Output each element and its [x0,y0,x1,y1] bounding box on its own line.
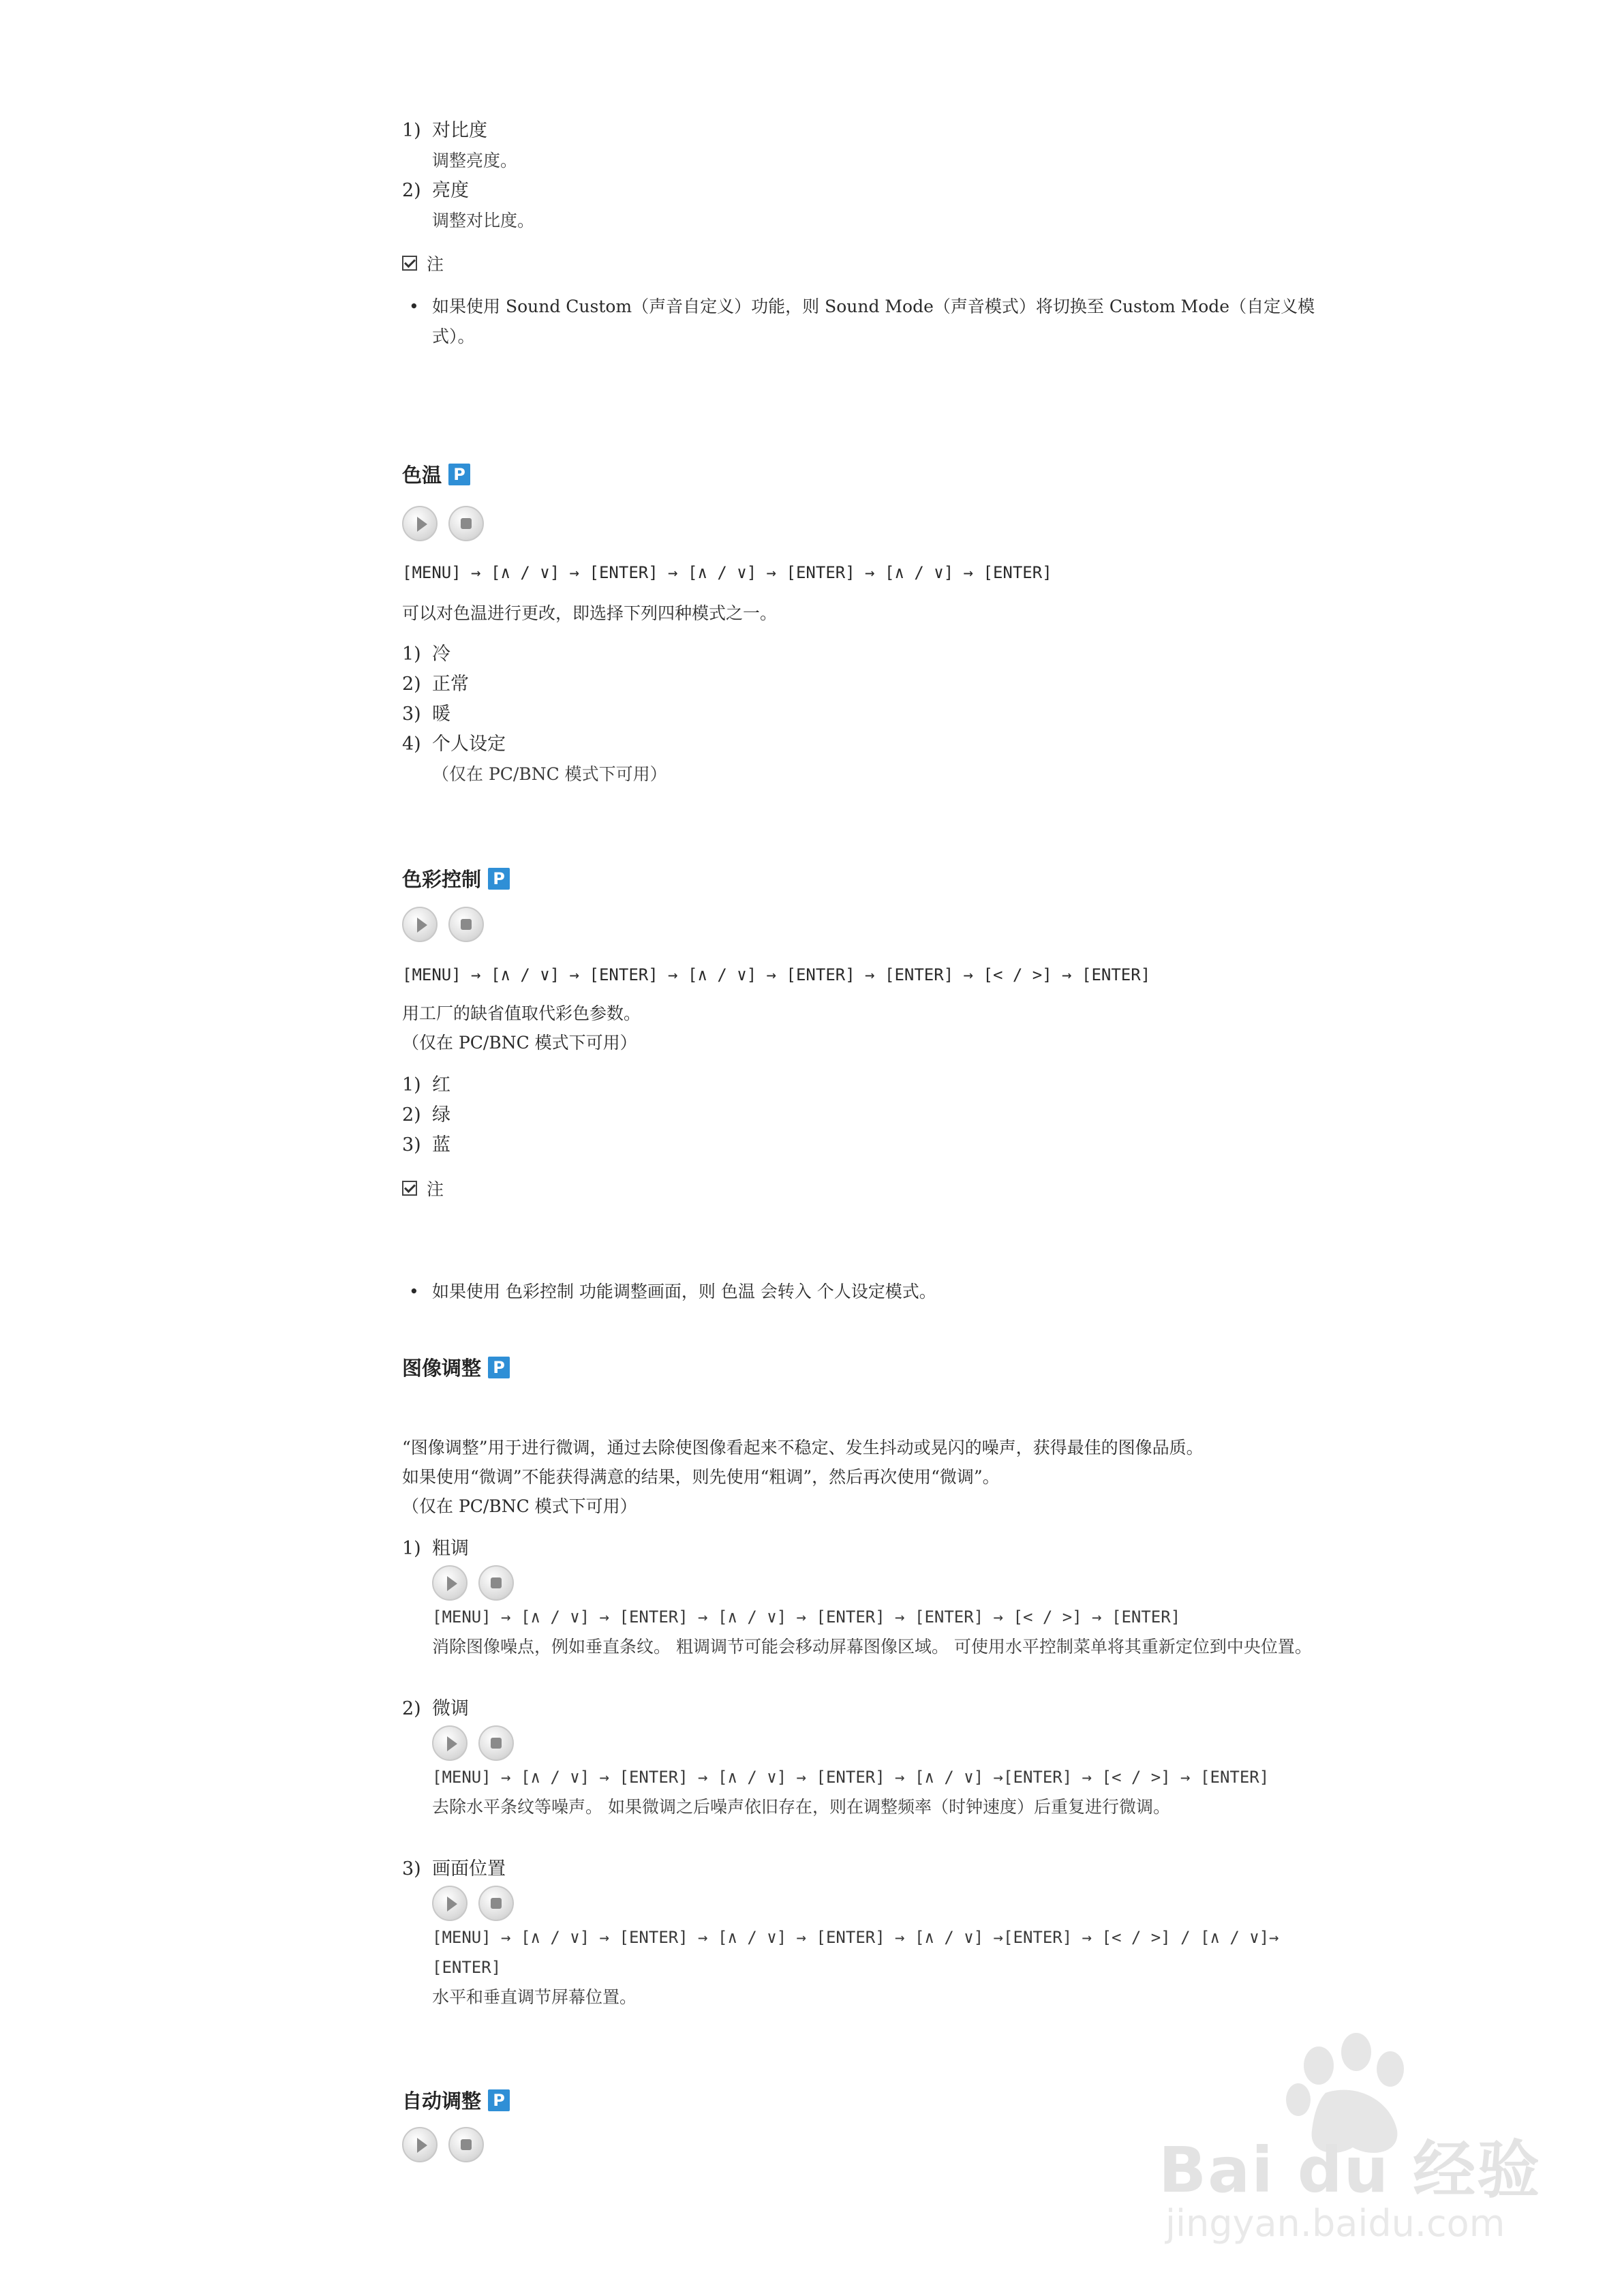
note-bullet: • 如果使用 Sound Custom（声音自定义）功能，则 Sound Mode（声音模式）将切换至 Custom Mode（自定义模式）。 [402,292,1345,352]
item-description: 去除水平条纹等噪声。 如果微调之后噪声依旧存在，则在调整频率（时钟速度）后重复进行微调。 [432,1797,1170,1817]
stop-icon [461,518,472,529]
checkbox-icon [402,1181,417,1196]
section-title: 色温 P [402,460,470,488]
p-mode-icon: P [488,1357,510,1378]
stop-button[interactable] [448,2127,484,2162]
checkbox-icon [402,256,417,271]
play-icon [447,1736,457,1751]
list-item: 1) 冷 [402,644,450,665]
watermark-brand: Bai du 经验 [1159,2134,1542,2207]
play-icon [417,918,427,933]
adjust-item-position [402,1854,1329,2012]
note-header: 注 [402,251,1329,275]
watermark-url: jingyan.baidu.com [1165,2202,1505,2245]
baidu-jingyan-watermark [1152,2018,1542,2250]
list-item: 2) 正常 [402,674,469,695]
note-bullet: • 如果使用 色彩控制 功能调整画面，则 色温 会转入 个人设定模式。 [402,1277,1359,1307]
item-label: 对比度 [432,120,487,141]
stop-button[interactable] [448,907,484,942]
play-button[interactable] [402,2127,438,2162]
media-controls [402,504,1329,543]
menu-path: [MENU] → [∧ / ∨] → [ENTER] → [∧ / ∨] → [ENTER] → [ENTER] → [< / >] → [ENTER] [432,1607,1181,1627]
picture-settings-list [402,116,1329,236]
section-title: 自动调整 P [402,2086,510,2114]
list-item: 2) 微调 [402,1698,469,1719]
media-controls [402,905,1329,943]
p-mode-icon: P [488,2089,510,2111]
stop-icon [491,1738,502,1749]
play-button[interactable] [402,907,438,942]
play-button[interactable] [432,1886,468,1921]
play-icon [447,1897,457,1912]
list-item: 1) 红 [402,1074,450,1096]
menu-path: [MENU] → [∧ / ∨] → [ENTER] → [∧ / ∨] → [ENTER] → [ENTER] → [< / >] → [ENTER] [402,965,1151,984]
mode-note: （仅在 PC/BNC 模式下可用） [432,764,667,784]
section-color-control [402,864,1329,892]
stop-icon [491,1898,502,1909]
option-list [402,639,1329,789]
p-mode-icon: P [448,464,470,485]
list-item: 2) 亮度 [402,180,469,201]
media-controls [432,1724,1329,1762]
section-title: 色彩控制 P [402,864,510,892]
section-description: “图像调整”用于进行微调，通过去除使图像看起来不稳定、发生抖动或晃闪的噪声，获得最佳的图像品质。 [402,1438,1204,1457]
p-mode-icon: P [488,868,510,890]
adjust-item-fine [402,1694,1329,1822]
list-item: 2) 绿 [402,1104,450,1126]
stop-button[interactable] [478,1565,514,1601]
play-button[interactable] [432,1725,468,1761]
menu-path: [MENU] → [∧ / ∨] → [ENTER] → [∧ / ∨] → [ENTER] → [∧ / ∨] →[ENTER] → [< / >] / [∧ / ∨]→ [ENTER] [432,1928,1279,1977]
item-description: 消除图像噪点，例如垂直条纹。 粗调调节可能会移动屏幕图像区域。 可使用水平控制菜单将其重新定位到中央位置。 [432,1637,1312,1657]
menu-path: [MENU] → [∧ / ∨] → [ENTER] → [∧ / ∨] → [ENTER] → [∧ / ∨] → [ENTER] [402,563,1052,582]
list-item: 3) 暖 [402,704,450,725]
stop-button[interactable] [448,506,484,541]
section-image-adjust [402,1353,1329,1381]
play-icon [447,1576,457,1591]
media-controls [432,1564,1329,1602]
note-header: 注 [402,1176,1329,1200]
play-button[interactable] [432,1565,468,1601]
item-description: 水平和垂直调节屏幕位置。 [432,1987,637,2007]
section-description: 可以对色温进行更改，即选择下列四种模式之一。 [402,603,778,623]
stop-icon [461,919,472,930]
play-icon [417,2138,427,2153]
menu-path: [MENU] → [∧ / ∨] → [ENTER] → [∧ / ∨] → [ENTER] → [∧ / ∨] →[ENTER] → [< / >] → [ENTER] [432,1768,1270,1787]
stop-icon [491,1577,502,1588]
section-color-temp [402,460,1329,488]
item-description: 调整对比度。 [432,211,535,230]
play-icon [417,517,427,532]
mode-note: （仅在 PC/BNC 模式下可用） [402,1033,637,1053]
stop-button[interactable] [478,1725,514,1761]
section-description: 用工厂的缺省值取代彩色参数。 [402,1003,641,1023]
list-item: 1) 对比度 [402,120,487,141]
adjust-item-coarse [402,1534,1329,1662]
list-item: 3) 蓝 [402,1134,450,1155]
list-item: 4) 个人设定 [402,734,506,755]
section-description: 如果使用“微调”不能获得满意的结果，则先使用“粗调”，然后再次使用“微调”。 [402,1467,1000,1487]
item-description: 调整亮度。 [432,151,518,170]
section-title: 图像调整 P [402,1353,510,1381]
stop-icon [461,2139,472,2150]
media-controls [432,1884,1329,1922]
play-button[interactable] [402,506,438,541]
mode-note: （仅在 PC/BNC 模式下可用） [402,1496,637,1516]
option-list [402,1070,1329,1160]
item-label: 亮度 [432,180,469,201]
list-item: 1) 粗调 [402,1538,469,1559]
stop-button[interactable] [478,1886,514,1921]
list-item: 3) 画面位置 [402,1858,506,1879]
